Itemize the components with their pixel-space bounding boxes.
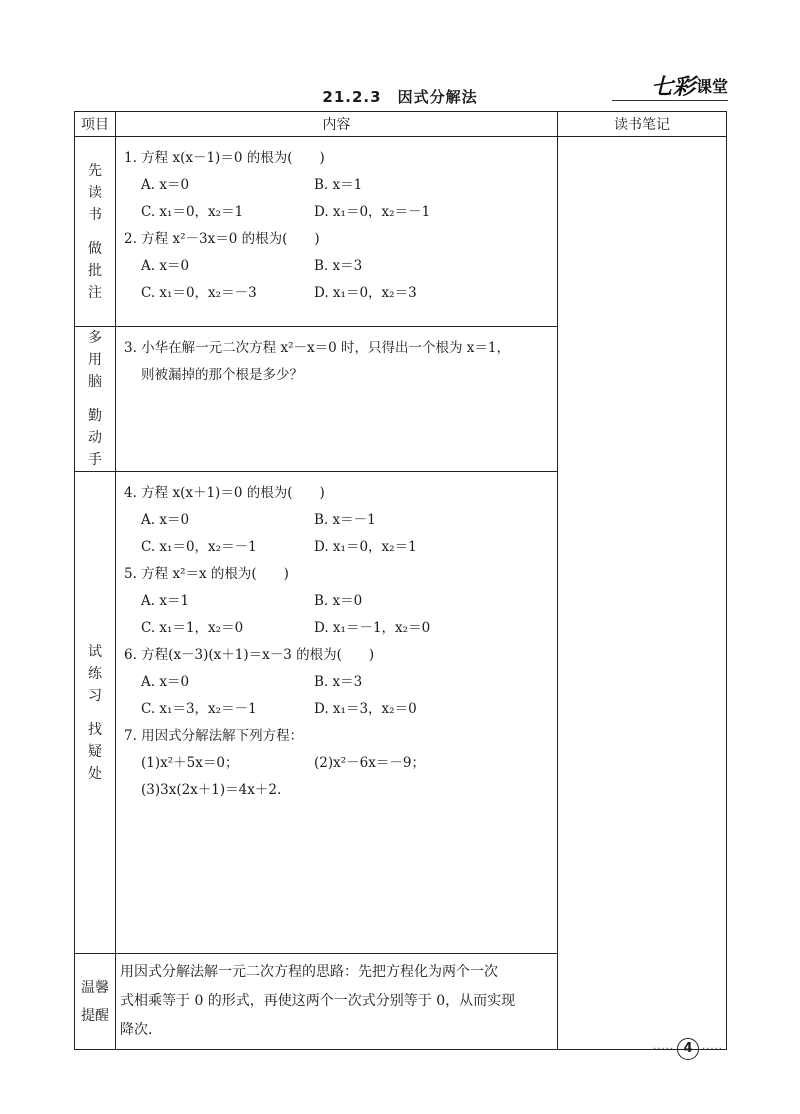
brand-logo — [632, 72, 728, 98]
question-2-option-d: D. x₁＝0，x₂＝3 — [314, 285, 417, 301]
question-7-sub-1: (1)x²＋5x＝0； — [141, 755, 239, 771]
brand-logo-main: 七彩 — [650, 74, 695, 100]
question-4-option-c: C. x₁＝0，x₂＝－1 — [141, 539, 257, 555]
question-5-option-d: D. x₁＝－1，x₂＝0 — [314, 620, 431, 636]
question-7-subquestions — [141, 750, 551, 777]
footer-dots-left: ····· — [653, 1043, 674, 1055]
section-practice-content — [116, 472, 558, 954]
section-read-label-a: 先读书 — [88, 162, 102, 223]
question-1-option-c: C. x₁＝0，x₂＝1 — [141, 204, 244, 220]
table-header-row — [75, 112, 727, 137]
tip-line-1: 用因式分解法解一元二次方程的思路：先把方程化为两个一次 — [120, 964, 498, 980]
question-1-options — [141, 172, 551, 226]
question-3-line-1: 3. 小华在解一元二次方程 x²－x＝0 时，只得出一个根为 x＝1， — [124, 340, 510, 356]
question-6-option-a: A. x＝0 — [141, 674, 190, 690]
question-1-option-d: D. x₁＝0，x₂＝－1 — [314, 204, 431, 220]
section-tip-label-a: 温馨 — [81, 979, 109, 996]
section-think-label-b: 勤动手 — [88, 408, 102, 468]
notes-column[interactable] — [558, 137, 727, 1050]
section-think-content — [116, 327, 558, 472]
section-tip-label — [75, 954, 116, 1050]
question-6-option-c: C. x₁＝3，x₂＝－1 — [141, 701, 257, 717]
question-7-stem: 7. 用因式分解法解下列方程： — [124, 728, 304, 744]
section-tip-content — [116, 954, 558, 1050]
question-6-option-b: B. x＝3 — [314, 674, 363, 690]
section-practice-label — [75, 472, 116, 954]
question-4-option-a: A. x＝0 — [141, 512, 190, 528]
header-content: 内容 — [116, 112, 558, 137]
section-think-label — [75, 327, 116, 472]
question-2-option-c: C. x₁＝0，x₂＝－3 — [141, 285, 257, 301]
tip-line-3: 降次. — [120, 1022, 153, 1038]
page-footer — [648, 1037, 728, 1061]
section-think-label-a: 多用脑 — [88, 330, 102, 390]
footer-dots-right: ····· — [702, 1043, 723, 1055]
question-5-options — [141, 588, 551, 642]
header-rule — [612, 100, 728, 101]
question-7-sub-2: (2)x²－6x＝－9； — [314, 755, 425, 771]
question-7-sub-3: (3)3x(2x＋1)＝4x＋2. — [141, 782, 282, 798]
question-5-stem: 5. 方程 x²＝x 的根为( ) — [124, 566, 289, 582]
question-6-option-d: D. x₁＝3，x₂＝0 — [314, 701, 417, 717]
question-6-stem: 6. 方程(x－3)(x＋1)＝x－3 的根为( ) — [124, 647, 375, 663]
question-4-stem: 4. 方程 x(x＋1)＝0 的根为( ) — [124, 485, 325, 501]
section-read-content — [116, 137, 558, 327]
page-title: 21.2.3 因式分解法 — [322, 88, 478, 106]
question-2-stem: 2. 方程 x²－3x＝0 的根为( ) — [124, 231, 320, 247]
question-3-line-2: 则被漏掉的那个根是多少？ — [141, 367, 303, 383]
question-4-options — [141, 507, 551, 561]
section-practice-label-b: 找疑处 — [88, 721, 102, 782]
header-notes: 读书笔记 — [558, 112, 727, 137]
brand-logo-sub: 课堂 — [695, 76, 728, 96]
question-2-option-b: B. x＝3 — [314, 258, 363, 274]
tip-line-2: 式相乘等于 0 的形式，再使这两个一次式分别等于 0，从而实现 — [120, 993, 516, 1009]
worksheet-table — [74, 111, 727, 1050]
question-5-option-b: B. x＝0 — [314, 593, 363, 609]
section-read-label — [75, 137, 116, 327]
question-5-option-c: C. x₁＝1，x₂＝0 — [141, 620, 244, 636]
section-tip-label-b: 提醒 — [81, 1007, 109, 1024]
header-item: 项目 — [75, 112, 116, 137]
question-4-option-b: B. x＝－1 — [314, 512, 376, 528]
question-1-option-b: B. x＝1 — [314, 177, 363, 193]
question-5-option-a: A. x＝1 — [141, 593, 190, 609]
section-practice-label-a: 试练习 — [88, 643, 102, 704]
question-6-options — [141, 669, 551, 723]
question-1-stem: 1. 方程 x(x－1)＝0 的根为( ) — [124, 150, 325, 166]
question-4-option-d: D. x₁＝0，x₂＝1 — [314, 539, 417, 555]
page-number: 4 — [677, 1038, 699, 1060]
section-read-label-b: 做批注 — [88, 240, 102, 301]
question-2-options — [141, 253, 551, 307]
section-read-row — [75, 137, 727, 327]
question-2-option-a: A. x＝0 — [141, 258, 190, 274]
question-1-option-a: A. x＝0 — [141, 177, 190, 193]
